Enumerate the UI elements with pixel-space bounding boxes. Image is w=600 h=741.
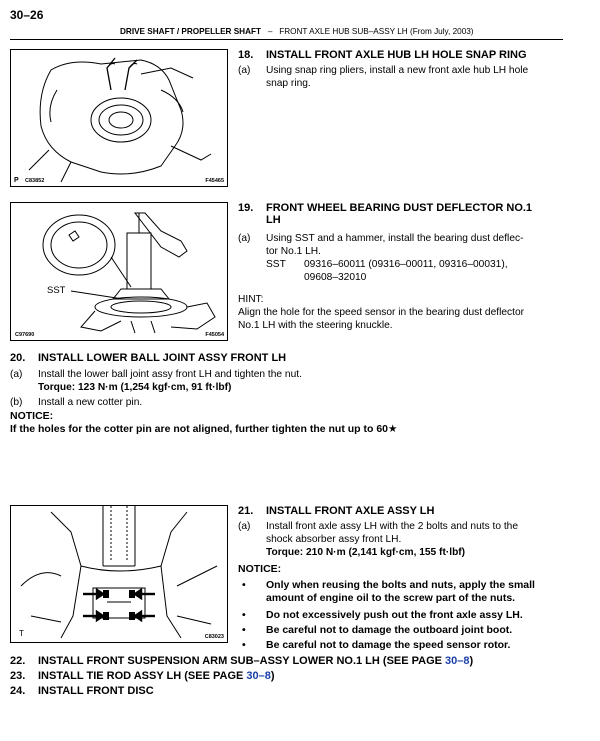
figure-1-label-p: P: [14, 177, 19, 184]
sst-pointer-line: [11, 203, 227, 340]
step-21-bullet-3-text: Be careful not to damage the outboard joint boot.: [266, 624, 513, 636]
step-20-notice: [10, 410, 580, 436]
figure-snap-ring: [10, 49, 228, 187]
step-23-heading: [10, 670, 275, 682]
bullet-icon: •: [242, 609, 246, 621]
step-19-a-text: [266, 232, 523, 284]
step-19-sst-numbers: [304, 258, 508, 284]
step-20-title: INSTALL LOWER BALL JOINT ASSY FRONT LH: [38, 352, 287, 364]
step-22-title: INSTALL FRONT SUSPENSION ARM SUB–ASSY LOWER NO.1 LH (SEE PAGE: [38, 655, 446, 667]
step-21-bullet-1-text: [266, 579, 535, 605]
step-19-title-line2: LH: [266, 214, 281, 226]
step-21-bullet-2-text: Do not excessively push out the front axle assy LH.: [266, 609, 523, 621]
step-21-bullet-2: [238, 609, 578, 622]
step-18-a-line2: snap ring.: [266, 78, 311, 89]
step-19-sst-line2: 09608–32010: [304, 272, 367, 283]
step-19-a-line1: Using SST and a hammer, install the bearing dust deflec-: [266, 233, 524, 244]
step-23-close: ): [270, 670, 275, 682]
step-19-sst-label: SST: [266, 259, 286, 270]
step-21-bullet-1-line1: Only when reusing the bolts and nuts, apply the small: [266, 579, 535, 591]
step-18-heading: [238, 49, 527, 61]
step-21-notice-label: NOTICE:: [238, 563, 282, 575]
step-20-a-label: (a): [10, 369, 23, 380]
bullet-icon: •: [242, 579, 246, 591]
step-22-close: ): [469, 655, 474, 667]
step-22-number: 22.: [10, 655, 26, 667]
step-19-number: 19.: [238, 202, 254, 214]
step-19-a-line2: tor No.1 LH.: [266, 246, 321, 257]
step-20-a-text: [38, 368, 302, 394]
step-20-b-label: (b): [10, 397, 23, 408]
step-22-page-link[interactable]: 30–8: [445, 655, 470, 667]
header-subtitle: FRONT AXLE HUB SUB–ASSY LH (From July, 2003): [279, 27, 474, 36]
step-24-number: 24.: [10, 685, 26, 697]
step-21-bullet-1-line2: amount of engine oil to the screw part of the nuts.: [266, 592, 516, 604]
page-header: [120, 27, 474, 36]
figure-2-code-right: F45054: [205, 332, 224, 338]
figure-1-code-left: C83852: [25, 178, 45, 184]
figure-3-label-t: T: [19, 629, 24, 638]
figure-2-code-left: C97690: [15, 332, 35, 338]
step-20-b-text: Install a new cotter pin.: [38, 397, 143, 408]
star-icon: ★: [388, 423, 398, 435]
step-19-sst-line1: 09316–60011 (09316–00011, 09316–00031),: [304, 259, 508, 270]
header-section: DRIVE SHAFT / PROPELLER SHAFT: [120, 27, 262, 36]
step-20-notice-label: NOTICE:: [10, 410, 54, 422]
figure-2-sst-label: SST: [47, 285, 66, 296]
step-24-title: INSTALL FRONT DISC: [38, 685, 154, 697]
step-21-bullet-3: [238, 624, 578, 637]
figure-1-code-right: F45465: [205, 178, 224, 184]
bullet-icon: •: [242, 639, 246, 651]
step-21-title: INSTALL FRONT AXLE ASSY LH: [266, 505, 435, 517]
step-18-a-label: (a): [238, 65, 251, 76]
step-22-heading: [10, 655, 473, 667]
step-19-hint-line2: No.1 LH with the steering knuckle.: [238, 320, 393, 331]
step-19-sst-row: [266, 258, 523, 284]
page-number: 30–26: [10, 8, 44, 22]
step-21-heading: [238, 505, 434, 517]
step-18-a-text: [266, 64, 528, 90]
figure-3-code-right: C83023: [204, 634, 224, 640]
step-23-number: 23.: [10, 670, 26, 682]
figure-dust-deflector: [10, 202, 228, 341]
step-19-hint: [238, 293, 568, 332]
step-24-heading: [10, 685, 154, 697]
step-23-page-link[interactable]: 30–8: [246, 670, 271, 682]
step-21-number: 21.: [238, 505, 254, 517]
step-18-number: 18.: [238, 49, 254, 61]
step-20-notice-text-row: [10, 423, 580, 436]
step-19-hint-label: HINT:: [238, 294, 264, 305]
step-20-number: 20.: [10, 352, 26, 364]
bullet-icon: •: [242, 624, 246, 636]
step-18-a-line1: Using snap ring pliers, install a new front axle hub LH hole: [266, 65, 529, 76]
step-19-hint-line1: Align the hole for the speed sensor in the bearing dust deflector: [238, 307, 525, 318]
header-separator: –: [267, 27, 273, 36]
step-23-title: INSTALL TIE ROD ASSY LH (SEE PAGE: [38, 670, 247, 682]
step-19-a-label: (a): [238, 233, 251, 244]
step-21-a-text: [266, 520, 518, 559]
step-21-a-label: (a): [238, 521, 251, 532]
step-21-a-line1: Install front axle assy LH with the 2 bolts and nuts to the: [266, 521, 518, 532]
step-18-title: INSTALL FRONT AXLE HUB LH HOLE SNAP RING: [266, 49, 527, 61]
step-20-notice-text: If the holes for the cotter pin are not aligned, further tighten the nut up to 60: [10, 423, 389, 435]
step-19-title-line1: FRONT WHEEL BEARING DUST DEFLECTOR NO.1: [266, 202, 533, 214]
bolt-arrows: [11, 506, 227, 642]
header-rule: [10, 39, 563, 40]
step-21-bullet-1: [238, 579, 578, 605]
step-21-bullet-4-text: Be careful not to damage the speed sensor rotor.: [266, 639, 511, 651]
snap-ring-illustration: [11, 50, 227, 186]
step-19-heading: [238, 202, 568, 226]
step-21-bullet-4: [238, 639, 578, 652]
step-20-heading: [10, 352, 286, 364]
step-20-torque: Torque: 123 N·m (1,254 kgf·cm, 91 ft·lbf): [38, 382, 232, 393]
step-21-torque: Torque: 210 N·m (2,141 kgf·cm, 155 ft·lbf): [266, 547, 466, 558]
step-20-a-line: Install the lower ball joint assy front LH and tighten the nut.: [38, 369, 302, 380]
step-21-a-line2: shock absorber assy front LH.: [266, 534, 402, 545]
figure-front-axle: [10, 505, 228, 643]
